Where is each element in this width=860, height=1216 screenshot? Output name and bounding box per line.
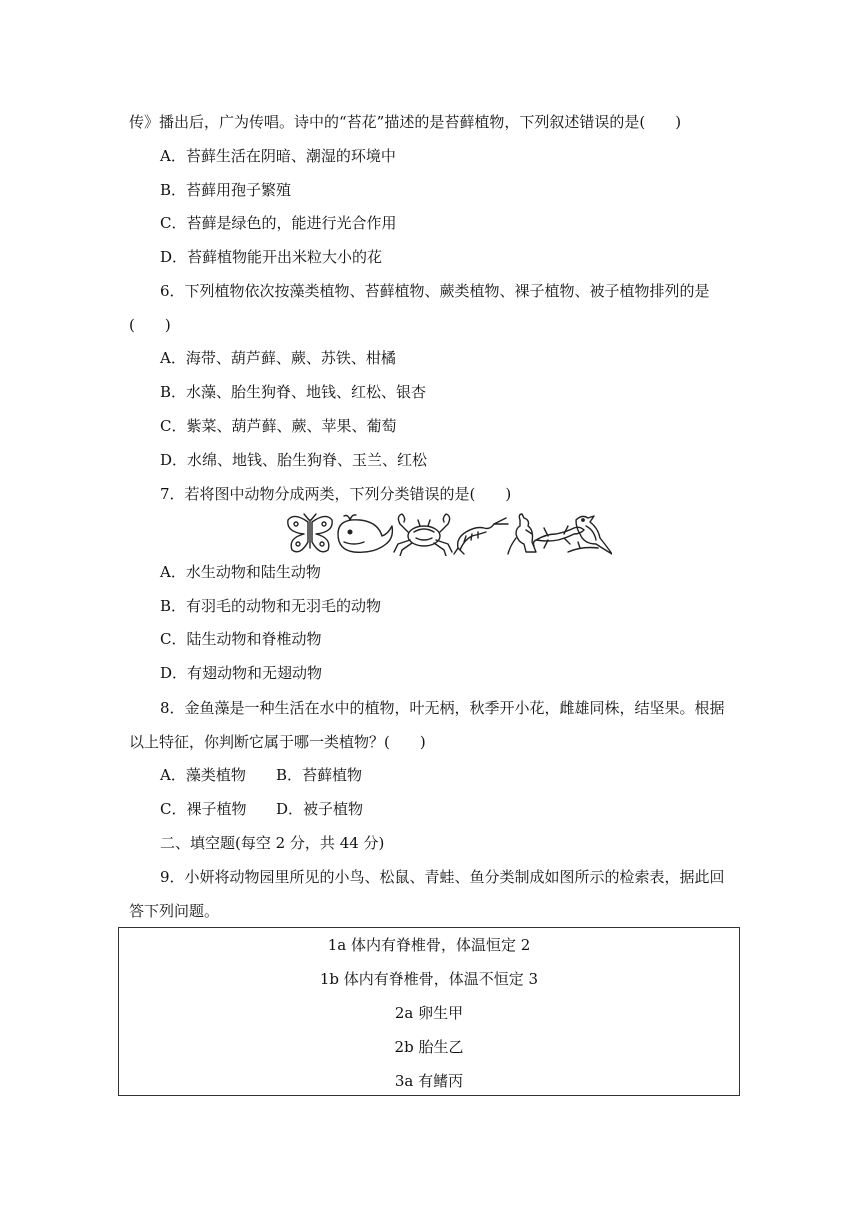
dichotomous-key-table	[118, 927, 740, 1096]
q7-option-b: B．有羽毛的动物和无羽毛的动物	[160, 597, 382, 615]
q8-options-row-2	[160, 799, 363, 819]
key-row-1a: 1a 体内有脊椎骨，体温恒定 2	[327, 936, 531, 954]
q9-stem-cont: 答下列问题。	[129, 902, 220, 920]
q6-stem-cont: ( )	[129, 316, 171, 334]
whale-icon	[338, 515, 392, 552]
q5-option-b: B．苔藓用孢子繁殖	[160, 181, 292, 199]
q8-stem-cont: 以上特征，你判断它属于哪一类植物？( )	[129, 733, 426, 751]
q8-option-a: A．藻类植物	[160, 766, 246, 784]
q7-option-c: C．陆生动物和脊椎动物	[160, 630, 322, 648]
animal-figure	[286, 512, 612, 556]
q6-option-d: D．水绵、地钱、胎生狗脊、玉兰、红松	[160, 451, 428, 469]
q5-option-d: D．苔藓植物能开出米粒大小的花	[160, 248, 383, 266]
q5-option-a: A．苔藓生活在阴暗、潮湿的环境中	[160, 147, 396, 165]
q5-option-c: C．苔藓是绿色的，能进行光合作用	[160, 214, 397, 232]
q8-option-d: D．被子植物	[276, 800, 364, 818]
section-2-title: 二、填空题(每空 2 分，共 44 分)	[160, 834, 385, 852]
q8-options-row-1	[160, 765, 362, 785]
shrimp-icon	[454, 518, 508, 554]
q6-stem: 6．下列植物依次按藻类植物、苔藓植物、蕨类植物、裸子植物、被子植物排列的是	[160, 282, 710, 300]
kangaroo-icon	[508, 514, 536, 554]
key-row-2a: 2a 卵生甲	[394, 1004, 464, 1022]
q6-option-b: B．水藻、胎生狗脊、地钱、红松、银杏	[160, 383, 427, 401]
q9-stem: 9．小妍将动物园里所见的小鸟、松鼠、青蛙、鱼分类制成如图所示的检索表，据此回	[160, 868, 725, 886]
crab-icon	[394, 514, 452, 556]
lizard-icon	[533, 526, 584, 548]
q6-option-a: A．海带、葫芦藓、蕨、苏铁、柑橘	[160, 349, 396, 367]
key-row-3a: 3a 有鳍丙	[394, 1072, 464, 1090]
q8-option-c: C．裸子植物	[160, 800, 247, 818]
q7-option-a: A．水生动物和陆生动物	[160, 563, 321, 581]
key-row-1b: 1b 体内有脊椎骨，体温不恒定 3	[319, 970, 539, 988]
bird-icon	[568, 516, 612, 554]
q8-option-b: B．苔藓植物	[276, 766, 363, 784]
q8-stem: 8．金鱼藻是一种生活在水中的植物，叶无柄，秋季开小花，雌雄同株，结坚果。根据	[160, 699, 725, 717]
key-row-2b: 2b 胎生乙	[394, 1038, 464, 1056]
q7-option-d: D．有翅动物和无翅动物	[160, 664, 323, 682]
q5-stem-tail: 传》播出后，广为传唱。诗中的“苔花”描述的是苔藓植物，下列叙述错误的是( )	[129, 113, 682, 131]
q6-option-c: C．紫菜、葫芦藓、蕨、苹果、葡萄	[160, 417, 397, 435]
butterfly-icon	[288, 514, 332, 552]
q7-stem: 7．若将图中动物分成两类，下列分类错误的是( )	[160, 485, 512, 503]
